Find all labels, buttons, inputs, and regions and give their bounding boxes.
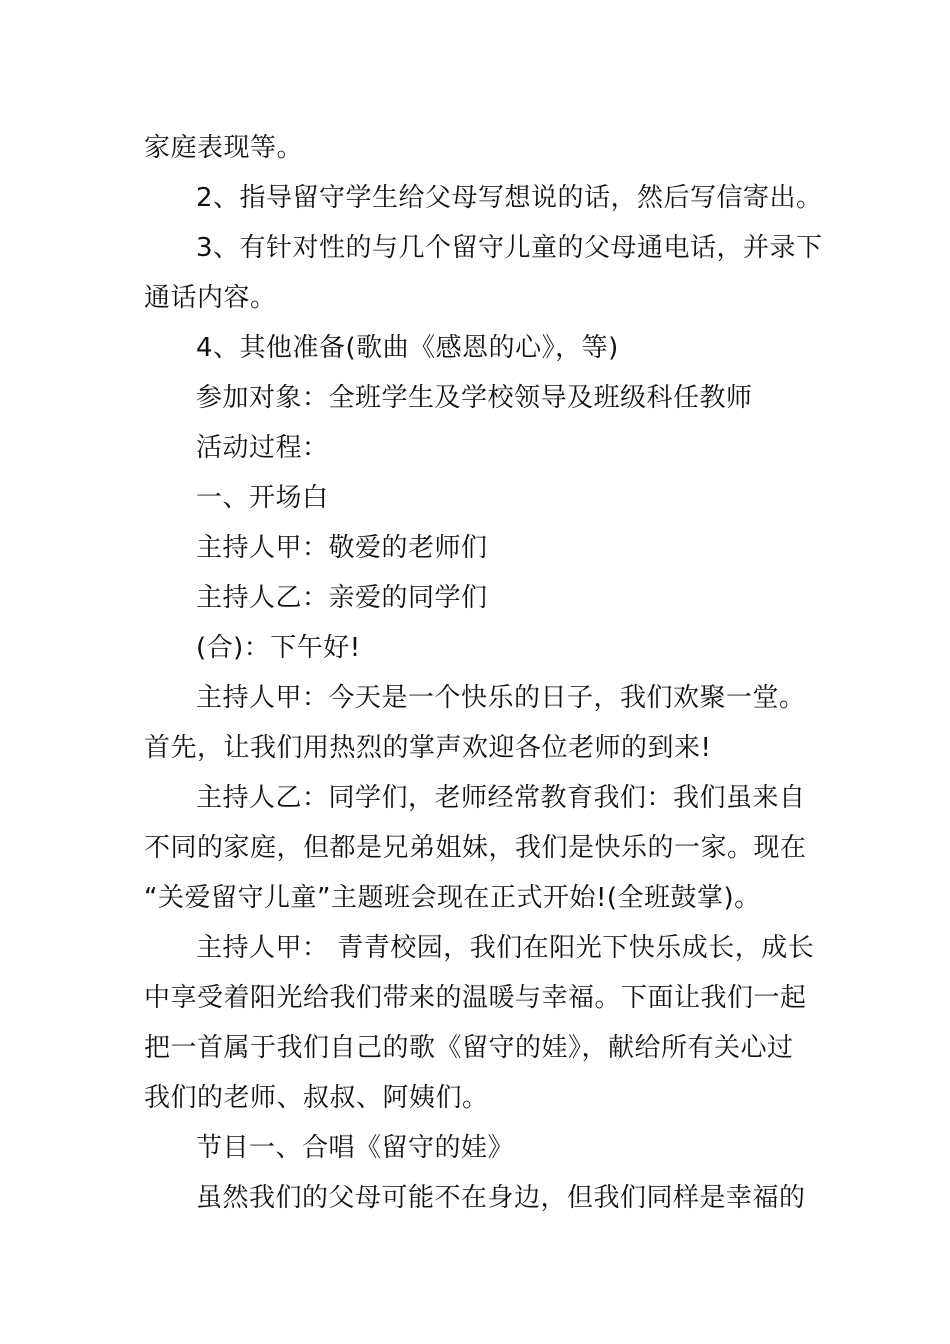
text-line: 参加对象：全班学生及学校领导及班级科任教师: [196, 383, 753, 413]
text-line: 首先，让我们用热烈的掌声欢迎各位老师的到来!: [144, 733, 712, 763]
text-line: 家庭表现等。: [144, 133, 304, 163]
text-line: 2、指导留守学生给父母写想说的话，然后写信寄出。: [196, 183, 823, 213]
text-line: 主持人甲：敬爱的老师们: [196, 533, 488, 563]
text-line: 不同的家庭，但都是兄弟姐妹，我们是快乐的一家。现在: [144, 833, 807, 863]
text-line: 虽然我们的父母可能不在身边，但我们同样是幸福的: [196, 1183, 806, 1213]
text-line: 通话内容。: [144, 283, 277, 313]
text-line: 中享受着阳光给我们带来的温暖与幸福。下面让我们一起: [144, 983, 807, 1013]
text-line: (合)：下午好!: [196, 633, 361, 663]
text-line: 4、其他准备(歌曲《感恩的心》，等): [196, 333, 619, 363]
text-line: 主持人甲： 青青校园，我们在阳光下快乐成长，成长: [196, 933, 815, 963]
text-line: 节目一、合唱《留守的娃》: [196, 1133, 515, 1163]
text-line: 主持人乙：亲爱的同学们: [196, 583, 488, 613]
text-line: 把一首属于我们自己的歌《留守的娃》，献给所有关心过: [144, 1033, 794, 1063]
text-line: 我们的老师、叔叔、阿姨们。: [144, 1083, 489, 1113]
text-line: 一、开场白: [196, 483, 329, 513]
text-line: 主持人甲：今天是一个快乐的日子，我们欢聚一堂。: [196, 683, 806, 713]
text-line: 活动过程：: [196, 433, 329, 463]
text-line: “关爱留守儿童”主题班会现在正式开始!(全班鼓掌)。: [144, 883, 761, 913]
text-line: 主持人乙：同学们，老师经常教育我们：我们虽来自: [196, 783, 806, 813]
text-line: 3、有针对性的与几个留守儿童的父母通电话，并录下: [196, 233, 823, 263]
